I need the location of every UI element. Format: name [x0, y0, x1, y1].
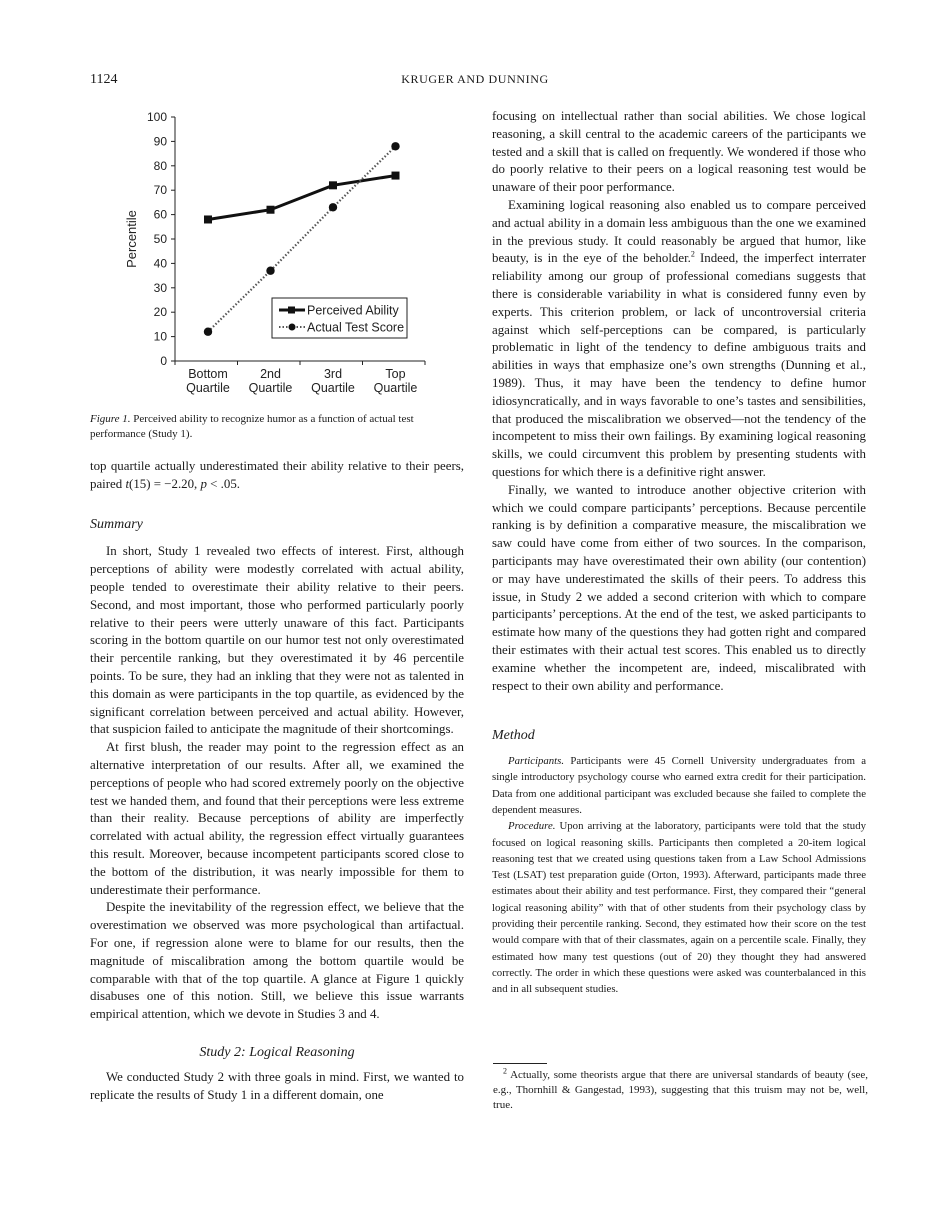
footnote-rule — [493, 1063, 547, 1064]
y-tick-label: 80 — [153, 158, 167, 173]
procedure-label: Procedure. — [508, 820, 556, 833]
y-tick-label: 30 — [153, 280, 167, 295]
data-point-square — [329, 181, 337, 189]
summary-paragraph-1: In short, Study 1 revealed two effects of interest. First, although perceptions of ability were modestly correlated with actual ability, people tended to overestimate their ability relative to their peers. Second, and most important, those who performed particularly poorly relative to their peers were utterly unaware of this fact. Participants scoring in the bottom quartile on our humor test not only overestimated their percentile ranking, but they overestimated it by 46 percentile points. To be sure, they had an inkling that they were not as talented in this domain as were participants in the top quartile, as evidenced by the significant correlation between perceived and actual ability. However, that suspicion failed to anticipate the magnitude of their shortcomings. — [90, 544, 464, 737]
y-tick-label: 10 — [153, 329, 167, 344]
data-point-square — [204, 215, 212, 223]
figure-caption — [90, 412, 465, 441]
summary-paragraph-3: Despite the inevitability of the regression effect, we believe that the overestimation we observed was more psychological than artifactual. For one, if regression alone were to blame for our results, then the magnitude of miscalibration among the bottom quartile would be comparable with that of the top quartile. A glance at Figure 1 quickly disabuses one of this notion. Still, we believe this issue warrants empirical attention, which we devote in Studies 3 and 4. — [90, 900, 464, 1022]
x-tick-label: 2nd — [260, 367, 281, 381]
figure-caption-text: Perceived ability to recognize humor as a function of actual test performance (Study 1). — [90, 413, 414, 440]
summary-paragraph-2: At first blush, the reader may point to the regression effect as an alternative interpretation of our results. After all, we examined the perceptions of people who had scored extremely poorly on the objective test we handed them, and found that their perceptions were less extreme than their reality. Because perceptions of ability are imperfectly correlated with actual ability, the regression effect virtually guarantees this result. Moreover, because incompetent participants scored close to the bottom of the distribution, it was nearly impossible for them to underestimate their performance. — [90, 740, 464, 897]
footnote-ref[interactable]: 2 — [690, 250, 695, 260]
study2-intro: We conducted Study 2 with three goals in mind. First, we wanted to replicate the results of Study 1 in a different domain, one — [90, 1069, 464, 1102]
participants-label: Participants. — [508, 755, 565, 768]
right-paragraph-2 — [492, 197, 866, 482]
method-section — [492, 753, 866, 997]
right-paragraph-2-cont: Indeed, the imperfect interrater reliability among our group of professional comedians suggests that there is considerable variability in what is considered funny even by experts. This criterion problem, or lack of uncontroversial criteria against which self-perceptions can be compared, is particularly problematic in light of the tendency to define ambiguous traits and abilities in ways that emphasize one’s own strengths (Dunning et al., 1989). Thus, it may have been the tendency to define humor idiosyncratically, and in ways favorable to one’s tastes and sensibilities, that produced the miscalibration we observed—not the tendency of the incompetent to miss their own failings. By examining logical reasoning skills, we could circumvent this problem by presenting students with questions for which there is a definitive right answer. — [492, 251, 866, 479]
y-tick-label: 40 — [153, 256, 167, 271]
data-point-circle — [391, 142, 399, 150]
data-point-square — [267, 206, 275, 214]
page-number: 1124 — [90, 72, 118, 87]
right-paragraph-1: focusing on intellectual rather than social abilities. We chose logical reasoning, a skill central to the academic careers of the participants we tested and a skill that is called on frequently. We wondered if those who do poorly relative to their peers on a logical reasoning test would be unaware of their poor performance. — [492, 109, 866, 195]
y-tick-label: 100 — [146, 110, 167, 124]
footnote-number: 2 — [503, 1066, 507, 1076]
y-tick-label: 0 — [160, 354, 167, 368]
right-paragraph-2-text: Examining logical reasoning also enabled us to compare perceived and actual ability in a domain less ambiguous than the one we examined in the previous study. It could reasonably be argued that humor, like beauty, is in the eye of the beholder. — [492, 197, 866, 266]
footnote-text: Actually, some theorists argue that there are universal standards of beauty (see, e.g., Thornhill & Gangestad, 1993), suggesting that this truism may not be, well, true. — [493, 1069, 868, 1111]
legend-label: Perceived Ability — [307, 303, 399, 318]
right-column — [492, 108, 866, 998]
continued-paragraph: top quartile actually underestimated their ability relative to their peers, paired t(15) = −2.20, p < .05. — [90, 459, 464, 491]
x-tick-label: Bottom — [188, 367, 228, 381]
legend-marker-square — [288, 307, 295, 314]
legend-marker-circle — [289, 324, 296, 331]
procedure-paragraph — [492, 818, 866, 997]
study2-heading: Study 2: Logical Reasoning — [199, 1044, 355, 1060]
legend-label: Actual Test Score — [307, 320, 405, 335]
x-tick-label: Quartile — [311, 381, 355, 395]
data-point-circle — [204, 328, 212, 336]
footnote — [493, 1068, 868, 1113]
y-tick-label: 90 — [153, 134, 167, 149]
procedure-text: Upon arriving at the laboratory, participants were told that the study focused on logical reasoning skills. Participants then completed a 20-item logical reasoning test that we created using questions taken from a Law School Admissions Test (LSAT) test preparation guide (Orton, 1993). Afterward, participants made three estimates about their ability and test performance. First, they compared their “general logical reasoning ability” with that of other students from their psychology class by providing their percentile ranking. Second, they estimated how their score on the test would compare with that of their classmates, again on a percentile scale. Finally, they estimated how many test questions (out of 20) they thought they had answered correctly. The order in which these questions were asked was counterbalanced in this and in all subsequent studies. — [492, 820, 866, 996]
summary-heading: Summary — [90, 516, 143, 532]
left-column — [90, 458, 464, 1104]
data-point-circle — [266, 267, 274, 275]
data-point-square — [392, 172, 400, 180]
y-tick-label: 70 — [153, 183, 167, 198]
participants-text: Participants were 45 Cornell University undergraduates from a single introductory psychology course who earned extra credit for their participation. Data from one additional participant was excluded because she failed to complete the dependent measures. — [492, 755, 866, 816]
x-tick-label: Top — [385, 367, 406, 381]
right-paragraph-3: Finally, we wanted to introduce another objective criterion with which we could compare participants’ perceptions. Because percentile ranking is by definition a comparative measure, the miscalibration we saw could have come from either of two sources. In the comparison, participants may have overestimated their own ability (our contention) or may have underestimated the skills of their peers. To address this issue, in Study 2 we added a second criterion with which to compare participants’ perceptions. At the end of the test, we asked participants to estimate how many of the questions they had gotten right and compared their estimates with their actual test scores. This enabled us to directly examine whether the incompetent are, indeed, miscalibrated with respect to their own ability and performance. — [492, 482, 866, 693]
x-tick-label: Quartile — [186, 381, 230, 395]
y-tick-label: 60 — [153, 207, 167, 222]
series-line-0 — [208, 176, 396, 220]
figure-1-chart — [120, 105, 440, 405]
y-tick-label: 50 — [153, 232, 167, 246]
method-heading: Method — [492, 728, 535, 744]
x-tick-label: 3rd — [323, 367, 343, 381]
x-tick-label: Quartile — [373, 381, 418, 395]
y-tick-label: 20 — [153, 305, 167, 320]
x-tick-label: Quartile — [248, 381, 293, 395]
data-point-circle — [329, 203, 337, 211]
running-head: KRUGER AND DUNNING — [401, 72, 549, 86]
y-axis-label: Percentile — [124, 210, 139, 268]
figure-caption-label: Figure 1. — [90, 413, 131, 425]
participants-paragraph — [492, 753, 866, 818]
